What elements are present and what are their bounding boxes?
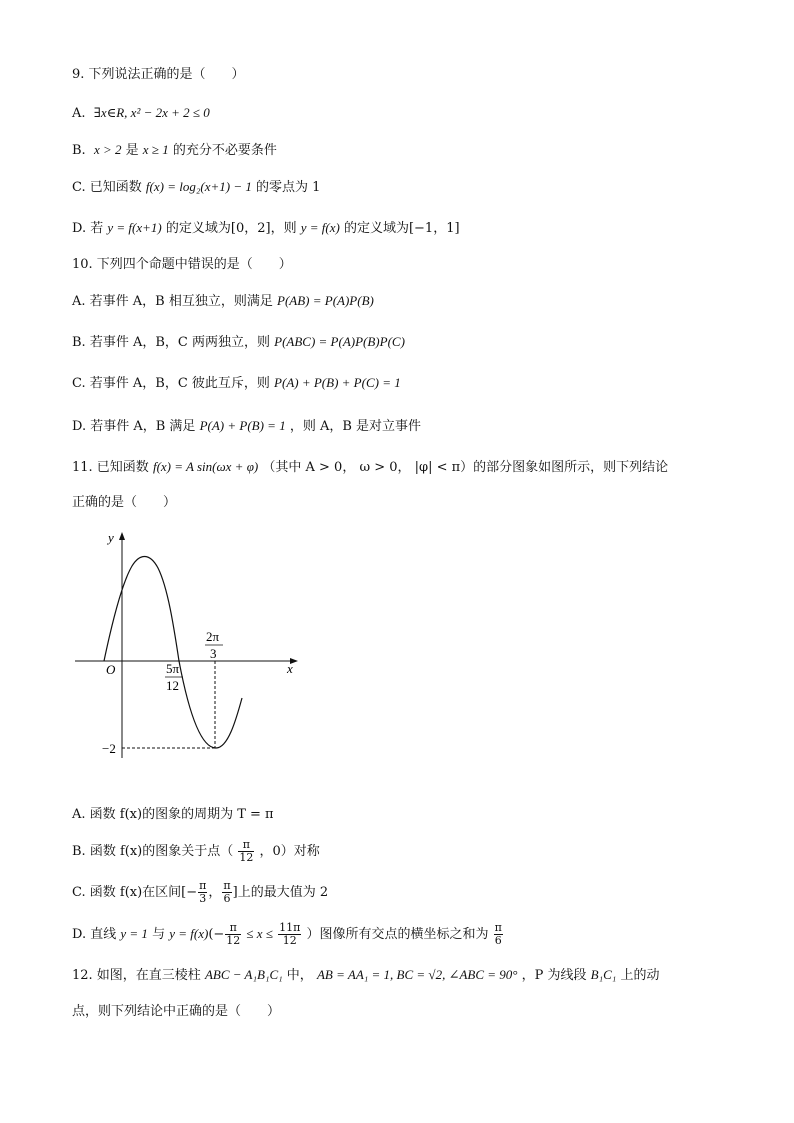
tick-5pi-12-num: 5π [166, 661, 180, 676]
q12-line2: 点，则下列结论中正确的是（ ） [72, 1004, 281, 1019]
q12-text1: 12. 如图，在直三棱柱 [72, 968, 201, 983]
q9-c-text2: 的零点为 [255, 180, 308, 195]
tick-2pi-3-num: 2π [206, 629, 220, 644]
y-label: y [108, 530, 114, 545]
q11-b-frac [238, 839, 254, 864]
q11-d-text2: 与 [152, 927, 166, 942]
q11-d-den3: 6 [494, 934, 502, 947]
q10-a-math: P(AB) = P(A)P(B) [277, 293, 374, 308]
q11-c-frac1 [198, 880, 207, 905]
q12-math1: ABC − A₁B₁C₁ [204, 967, 283, 982]
q11-c-den1: 3 [199, 892, 207, 905]
q11-c-frac2 [222, 880, 231, 905]
q11-d-num2: 11π [279, 921, 301, 934]
q11-d-mid: ≤ x ≤ [246, 926, 273, 941]
q11-d-frac1 [225, 922, 241, 947]
sine-curve [104, 556, 242, 748]
q11-d-paren-open: (− [208, 927, 225, 942]
q10-d-math: P(A) + P(B) = 1 [199, 418, 286, 433]
q9-stem: 9. 下列说法正确的是（ ） [72, 67, 245, 82]
x-label: x [287, 661, 293, 676]
q12-text2: 中， [286, 968, 313, 983]
tick-5pi-12-den: 12 [166, 678, 179, 693]
q11-d-num3: π [494, 921, 502, 934]
q11-option-c [72, 880, 328, 905]
q9-b-math1: x > 2 [93, 142, 122, 157]
q10-d-text2: ，则 A，B 是对立事件 [289, 419, 422, 434]
q11-option-b [72, 839, 320, 864]
q11-d-math2: y = f(x) [169, 926, 209, 941]
q11-d-den2: 12 [282, 934, 297, 947]
y-axis-arrow [119, 532, 125, 540]
q11-b-den: 12 [239, 851, 254, 864]
q11-c-sep: ， [208, 885, 222, 900]
q11-stem-math: f(x) = A sin(ωx + φ) [152, 459, 259, 474]
q11-stem-text2: （其中 A > 0， ω > 0， |φ| < π）的部分图象如图所示，则下列结论 [262, 460, 669, 475]
sine-graph [70, 528, 310, 764]
q9-c-math: f(x) = log₂(x+1) − 1 [145, 179, 252, 194]
q9-b-text1: 是 [125, 143, 139, 158]
q9-d-text2: 的定义域为[0，2]，则 [165, 221, 297, 236]
q11-d-math1: y = 1 [120, 926, 148, 941]
origin-label: O [106, 662, 116, 677]
q9-c-text1: 已知函数 [89, 180, 142, 195]
q11-stem-line1 [72, 458, 668, 477]
q11-d-frac2 [278, 922, 301, 947]
q9-option-a [72, 104, 210, 123]
q10-a-text: A. 若事件 A，B 相互独立，则满足 [72, 294, 273, 309]
q12-math2: AB = AA₁ = 1, BC = √2, ∠ABC = 90° [316, 967, 518, 982]
q12-text3: ，P 为线段 [521, 968, 587, 983]
q9-a-math: ∃x∈R, x² − 2x + 2 ≤ 0 [93, 105, 210, 120]
q10-option-b [72, 333, 405, 352]
q10-c-math: P(A) + P(B) + P(C) = 1 [274, 375, 401, 390]
q10-c-text: C. 若事件 A，B，C 彼此互斥，则 [72, 376, 270, 391]
q11-d-num1: π [225, 922, 241, 935]
q10-b-text: B. 若事件 A，B，C 两两独立，则 [72, 335, 270, 350]
q9-a-label: A. [72, 106, 86, 121]
q9-b-math2: x ≥ 1 [142, 142, 169, 157]
q12-text4: 上的动 [620, 968, 660, 983]
q9-d-label: D. [72, 221, 87, 236]
q9-d-text1: 若 [90, 221, 104, 236]
q9-option-d [72, 219, 460, 238]
q9-d-math2: y = f(x) [300, 220, 340, 235]
min-label: −2 [102, 741, 116, 756]
q11-c-text2: ]上的最大值为 2 [232, 885, 329, 900]
q9-b-text2: 的充分不必要条件 [172, 143, 277, 158]
q10-d-text1: D. 若事件 A，B 满足 [72, 419, 196, 434]
q11-c-num1: π [199, 879, 207, 892]
q11-b-text2: ，0）对称 [259, 844, 320, 859]
q10-b-math: P(ABC) = P(A)P(B)P(C) [274, 334, 405, 349]
q11-option-d [72, 922, 504, 947]
q9-b-label: B. [72, 143, 86, 158]
q11-b-text1: B. 函数 f(x)的图象关于点（ [72, 844, 234, 859]
q11-d-den1: 12 [226, 934, 241, 947]
q11-b-num: π [238, 839, 254, 852]
q11-stem-line2: 正确的是（ ） [72, 495, 177, 510]
q9-c-label: C. [72, 180, 86, 195]
q9-d-text3: 的定义域为[−1，1] [343, 221, 460, 236]
q11-c-den2: 6 [223, 892, 231, 905]
q11-d-text1: D. 直线 [72, 927, 117, 942]
q9-c-val: 1 [312, 180, 321, 195]
q11-d-text3: ）图像所有交点的横坐标之和为 [306, 927, 489, 942]
q12-math3: B₁C₁ [590, 967, 617, 982]
q11-d-frac3 [494, 922, 503, 947]
q9-option-b [72, 141, 277, 160]
q9-option-c [72, 178, 320, 197]
q10-stem: 10. 下列四个命题中错误的是（ ） [72, 257, 292, 272]
q11-option-a: A. 函数 f(x)的图象的周期为 T = π [72, 807, 274, 822]
q10-option-c [72, 374, 401, 393]
q12-line1 [72, 966, 659, 985]
q10-option-a [72, 292, 374, 311]
tick-2pi-3-den: 3 [210, 646, 217, 661]
q10-option-d [72, 417, 421, 436]
q11-stem-text1: 11. 已知函数 [72, 460, 149, 475]
q11-c-num2: π [223, 879, 231, 892]
q11-c-text1: C. 函数 f(x)在区间[− [72, 885, 198, 900]
q9-d-math1: y = f(x+1) [107, 220, 162, 235]
